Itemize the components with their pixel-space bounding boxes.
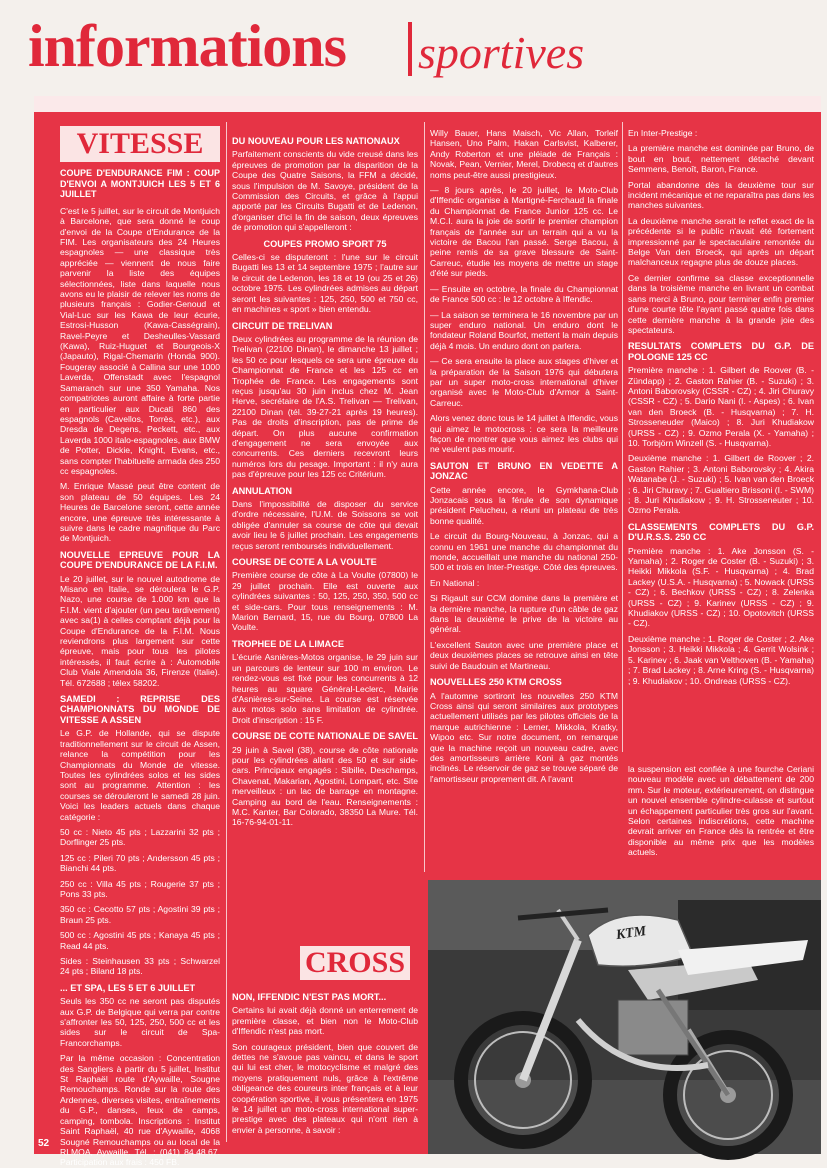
column-divider [226,122,227,1142]
ktm-bike-photo [428,880,821,1154]
paragraph: Celles-ci se disputeront : l'une sur le circuit Bugatti les 13 et 14 septembre 1975 ; l'autre sur le circuit de Ledenon, les 18 et 19 (ou 25 et 26) octobre 1975. Les cylindrées admises au départ seront les suivantes : 125, 250, 500 et 750 cc, en machines « sport » bien entendu. [232,252,418,315]
paragraph: M. Enrique Massé peut être content de son plateau de 50 équipes. Les 24 Heures de Barcelone seront, cette année encore, une épreuve très intéressante à suivre dans le cadre magnifique du Parc de Montjuich. [60,481,220,544]
page-subtitle: sportives [418,27,585,78]
paragraph: Portal abandonne dès la deuxième tour sur incident mécanique et ne reparaîtra pas dans les manches suivantes. [628,179,814,211]
result-line: 50 cc : Nieto 45 pts ; Lazzarini 32 pts ; Dorflinger 25 pts. [60,826,220,848]
lead-headline: COUPE D'ENDURANCE FIM : COUP D'ENVOI A MONTJUICH LES 5 ET 6 JUILLET [60,168,220,200]
results-block: Première manche : 1. Gilbert de Roover (B. - Zündapp) ; 2. Gaston Rahier (B. - Suzuki) ; 3. Antoni Baborovsky (CSSR - CZ) ; 4. Jiri Churavy (CSSR - CZ) ; 5. Dario Nani (I. - Aspes) ; 6. Ivan van den Broeck (B. - Husqvarna) ; 7. H. Strosseneuder (Maico) ; 8. Juri Khudiakow (URSS - CZ) ; 9. Ozmo Perala (X. - Yamaha) ; 10. Torbjörn Winzell (S. - Husqvarna). [628,365,814,448]
paragraph: la suspension est confiée à une fourche Ceriani nouveau modèle avec un débattement de 200 mm. Sur le moteur, extérieurement, on distingue un nouvel ensemble cylindre-culasse et surtout un échappement particulier très gros sur l'avant. Selon certaines indiscrétions, cette machine devrait arriver en France dès la rentrée et être disponible au même prix que les modèles actuels. [628,764,814,858]
paragraph: 29 juin à Savel (38), course de côte nationale pour les cylindrées allant des 50 et sur side-cars. Principaux engagés : Sibille, Deschamps, Chavenat, Makarian, Agostini, Lompart, etc. Site merveilleux : un lac de barrage en montagne. Camping au bord de l'eau. Renseignements : M.C. Kanter, Bar Colorado, 38350 La Mure. Tél. 16-76-94-01-11. [232,744,418,828]
paragraph: Le G.P. de Hollande, qui se dispute traditionnellement sur le circuit de Assen, relance la compétition pour les Championnats du Monde de vitesse. Toutes les cylindrées solos et les sides sont au programme. Attention : les courses se dérouleront le samedi 28 juin. Voici les leaders actuels dans chaque catégorie : [60,728,220,822]
paragraph: En Inter-Prestige : [628,128,698,138]
headline: ANNULATION [232,485,293,496]
headline: COURSE DE COTE A LA VOULTE [232,557,377,568]
paragraph: En National : [430,577,480,588]
headline: NOUVELLE EPREUVE POUR LA COUPE D'ENDURANCE DE LA F.I.M. [60,549,220,571]
result-line: 250 cc : Villa 45 pts ; Rougerie 37 pts ; Pons 33 pts. [60,878,220,899]
headline: NOUVELLES 250 KTM CROSS [430,677,562,688]
paragraph: Willy Bauer, Hans Maisch, Vic Allan, Torleif Hansen, Uno Palm, Hakan Carlsvist, Kalberer, Andy Roberton et une pléiade de Français : Novak, Pean, Vernier, Merel, Drobecq et d'autres noms peut-être aussi prestigieux. [430,128,618,180]
headline: NON, IFFENDIC N'EST PAS MORT... [232,992,387,1002]
paragraph: Ce dernier confirme sa classe exceptionnelle dans la troisième manche en livrant un combat sans merci à Bruno, pour terminer enfin premier d'une courte tête l'ayant passé quatre fois dans cette dernière manche à la grande joie des spectateurs. [628,272,814,335]
paragraph: — Ce sera ensuite la place aux stages d'hiver et la préparation de la Saison 1976 qui débutera par un super moto-cross international d'hiver organisé avec le Moto-Club d'Armor à Saint-Carreuc. [430,356,618,408]
result-line: 350 cc : Cecotto 57 pts ; Agostini 39 pts ; Braun 25 pts. [60,904,220,925]
tank-logo-text: KTM [615,923,648,944]
paragraph: — La saison se terminera le 16 novembre par un super enduro national. Un enduro dont le fondateur Roland Bourfot, mettent la main depuis déjà 4 mois. Un enduro dont on parlera. [430,309,618,351]
column-2 [232,130,418,938]
header-band [34,96,821,112]
masthead [0,0,827,90]
paragraph: La deuxième manche serait le reflet exact de la précédente si le public n'avait été fortement impressionné par le spectaculaire remontée du Belge Van den Broeck, qui après un départ malchanceux regagne plus de douze places. [628,215,814,268]
result-line: 125 cc : Pileri 70 pts ; Andersson 45 pts ; Bianchi 44 pts. [60,852,220,874]
paragraph: Son courageux président, bien que couvert de dettes ne s'avoue pas vaincu, et dans le sport qui lui est cher, le motocyclisme et malgré des moyens pratiquement nuls, grâce à l'extrême obligeance des coureurs inter français et à leur coopération sportive, il vous présentera en 1975 le 14 juillet un moto-cross international super-prestige avec des plateaux qui n'ont rien à envier à personne, à savoir : [232,1041,418,1135]
paragraph: Le 20 juillet, sur le nouvel autodrome de Misano en Italie, se déroulera le G.P. Nazo, une course de 1.000 km que la F.I.M. vient d'ajouter (un peu tardivement) avec sa(1) à celles comptant déjà pour la Coupe d'Endurance de la F.I.M. Nous reviendrons plus largement sur cette épreuve, mais pour tous les pilotes intéressés, il faut écrire à : Automobile Club Viale Amendola 36, Firenze (Italie). Tél. 672688 ; télex 58202. [60,573,220,688]
title-divider [408,22,412,76]
column-4-ktm [628,764,814,874]
paragraph: Seuls les 350 cc ne seront pas disputés aux G.P. de Belgique qui verra par contre s'affronter les 50, 125, 250, 500 cc et les sides sur le circuit de Spa-Francorchamps. [60,996,220,1048]
paragraph: Parfaitement conscients du vide creusé dans les épreuves de promotion par la disparition de la Coupe des Quatre Saisons, la FFM a décidé, sous l'impulsion de M. Savoye, président de la Commission des Circuits, et grâce à l'appui apporté par les Circuits Bugatti et de Ledenon, d'organiser d'ici la fin de saison, deux épreuves de promotion qui s'appelleront : [232,149,418,233]
column-divider [424,122,425,872]
paragraph: Dans l'impossibilité de disposer du service d'ordre nécessaire, l'U.M. de Soissons se voit obligée d'annuler sa course de côte qui devait avoir lieu le 6 juillet prochain. Les engagements reçus seront remboursés individuellement. [232,499,418,551]
column-2-cross [232,986,418,1136]
page-title: informations [28,13,346,79]
paragraph: La première manche est dominée par Bruno, de bout en bout, nettement détaché devant Semmens, Benoît, Baron, France. [628,143,814,175]
headline: DU NOUVEAU POUR LES NATIONAUX [232,136,400,146]
headline: COURSE DE COTE NATIONALE DE SAVEL [232,731,418,742]
result-line: Sides : Steinhausen 33 pts ; Schwarzel 24 pts ; Biland 18 pts. [60,956,220,977]
column-3 [430,128,618,868]
results-block: Première manche : 1. Ake Jonsson (S. - Yamaha) ; 2. Roger de Coster (B. - Suzuki) ; 3. Heikki Mikkola (S.F. - Husqvarna) ; 4. Brad Lackey (U.S.A. - Husqvarna) ; 5. Nowack (URSS - CZ) ; 6. Bechkov (URSS - CZ) ; 8. Zelenka (URSS - CZ) ; 9. Karinev (URSS - CZ) ; 9. Khudiakov (URSS - CZ) ; 10. Opotovitch (URSS - CZ). [628,545,814,629]
headline: RESULTATS COMPLETS DU G.P. DE POLOGNE 125 CC [628,341,814,362]
results-block: Deuxième manche : 1. Gilbert de Roover ; 2. Gaston Rahier ; 3. Antoni Baborovsky ; 4. Akira Watanabe (J. - Suzuki) ; 5. Ivan van den Broeck ; 6. Jiri Churavy ; 7. Gualtiero Brissoni (I. - SWM) ; 8. Juri Khudiakow ; 9. H. Strosseneuter ; 10. Ozmo Perala. [628,453,814,516]
page-number: 52 [38,1138,50,1149]
headline: CIRCUIT DE TRELIVAN [232,320,333,331]
paragraph: Cette année encore, le Gymkhana-Club Jonzacais sous la férule de son dynamique président Pelucheu, a réuni un plateau de très bonne qualité. [430,484,618,526]
section-vitesse: VITESSE [60,126,220,162]
paragraph: C'est le 5 juillet, sur le circuit de Montjuich à Barcelone, que sera donné le coup d'envoi de la Coupe d'Endurance de la FIM. Les organisateurs des 24 Heures espagnoles — une classique très appréciée — viennent de nous faire parvenir la liste des équipes sélectionnées, liste dans laquelle nous avons eu le plaisir de relever les noms de plusieurs français : Godier-Genoud et Vial-Luc sur les Kawa de leur écurie, Estrosi-Husson (Kawa-Casségrain), Ravel-Peyre et Desheulles-Vassard (Kawa), Ruiz-Huguet et Bourgeois-X (Japauto), Rigal-Chemarin (Honda 900). Fougeray associé à Callina sur une 1000 Laverda, Offenstadt avec l'espagnol Samaranch sur une 350 Yamaha. Nos compatriotes auront affaire à forte partie en particulier aux Ducati 860 des espagnols (Cavellos, Torrès, etc.), aux Dresda de Degens, Peckett, etc., aux Laverda 1000 italo-espagnoles, aux BMW de Potter, Dickie, Knight, Evans, etc., sans compter l'habituelle armada des 250 cc espagnoles. [60,205,220,476]
column-4 [628,128,814,752]
paragraph: Si Rigault sur CCM domine dans la première et la dernière manche, la rupture d'un câble de gaz dans la deuxième le prive de la victoire au général. [430,593,618,635]
column-1 [60,168,220,1168]
paragraph: Par la même occasion : Concentration des Sangliers à partir du 5 juillet, Institut St Raphaël route d'Aywaille, Sougne Remouchamps. Ronde sur la route des Ardennes, diverses visites, entraînements du G.P., danses, feux de camps, camping, tombola. Inscriptions : Institut Saint Raphaël, 40 rue d'Aywaille, 4068 Sougné Remouchamps ou au local de la RLMOA, Aywaille. Tél. : (041) 84.48.67. Participation aux frais : 450 FB. [60,1053,220,1168]
headline: SAMEDI : REPRISE DES CHAMPIONNATS DU MONDE DE VITESSE A ASSEN [60,694,220,725]
column-divider [622,122,623,752]
headline: CLASSEMENTS COMPLETS DU G.P. D'U.R.S.S. 250 CC [628,521,814,543]
paragraph: — 8 jours après, le 20 juillet, le Moto-Club d'Iffendic organise à Martigné-Ferchaud la finale du Championnat de France Junior 125 cc. Le M.C.I. aura la joie de sortir le premier champion français de l'année sur un terrain qui a vu la victoire de Bacou l'an passé. Serge Bacou, à peine remis de sa grave blessure de Saint-Carreuc, étudie les moyens de mettre un stage d'été sur pieds. [430,185,618,279]
motorcycle-illustration [428,880,821,1154]
section-cross: CROSS [300,946,410,980]
paragraph: A l'automne sortiront les nouvelles 250 KTM Cross ainsi qui seront similaires aux prototypes actuellement utilisés par les pilotes officiels de la marque autrichienne : Lerner, Mikkola, Kratky, Wipoo etc. Sur notre document, on remarque que la machine reçoit un nouveau cadre, avec des amortisseurs arrière Koni à gaz montés inclinés. Le réservoir de gaz se trouve séparé de l'amortisseur proprement dit. A l'avant [430,690,618,784]
headline: SAUTON ET BRUNO EN VEDETTE A JONZAC [430,460,618,482]
results-block: Deuxième manche : 1. Roger de Coster ; 2. Ake Jonsson ; 3. Heikki Mikkola ; 4. Gerrit Wolsink ; 5. Karinev ; 6. Jaak van Velthoven (B. - Yamaha) ; 7. Brad Lackey ; 8. Arne Kring (S. - Husqvarna) ; 9. Khudiakov ; 10. Ondreas (URSS - CZ). [628,633,814,686]
paragraph: Deux cylindrées au programme de la réunion de Trelivan (22100 Dinan), le dimanche 13 juillet ; les 50 cc pour lesquels ce sera une épreuve du Championnat de France et les 125 cc en Trophée de France. Les engagements sont reçus jusqu'au 30 juin inclus chez M. Jean Herve, secrétaire de l'A.S. Trelivan — Trelivan, 22100 Dinan (tél. 39-27-21 après 19 heures). Pas de droits d'inscription, pas de prime de départ. On plus aucune confirmation d'engagement ne sera envoyée aux concurrents. Ces derniers recevront leurs numéros lors du pesage. Important : il n'y aura pas d'épreuve pour les 125 cc Critérium. [232,333,418,480]
headline: TROPHEE DE LA LIMACE [232,638,344,649]
paragraph: L'excellent Sauton avec une première place et deux deuxièmes places se retrouve ainsi en tête suivi de Baudouin et Martineau. [430,639,618,671]
headline: COUPES PROMO SPORT 75 [263,238,387,249]
paragraph: Première course de côte à La Voulte (07800) le 29 juillet prochain. Elle est ouverte aux cylindrées suivantes : 50, 125, 250, 350, 500 cc et side-cars. Pour tous renseignements : M. Marion Bernard, 15, rue du Bourg, 07800 La Voulte. [232,570,418,633]
paragraph: Le circuit du Bourg-Nouveau, à Jonzac, qui a connu en 1961 une manche du championnat du monde, accueillait une manche du national 250-500 et trois en Inter-Prestige. Côté des épreuves. [430,531,618,573]
paragraph: L'écurie Asnières-Motos organise, le 29 juin sur un parcours de lenteur sur 100 m environ. Le rendez-vous est fixé pour les concurrents à 12 heures au square Général-Leclerc, Mairie d'Asnières-sur-Seine. La course est réservée aux motos solo sans limitation de cylindrée. Droit d'inscription : 15 F. [232,652,418,725]
paragraph: Certains lui avait déjà donné un enterrement de première classe, et bien non le Moto-Club d'Iffendic n'est pas mort. [232,1005,418,1037]
paragraph: — Ensuite en octobre, la finale du Championnat de France 500 cc : le 12 octobre à Iffendic. [430,283,618,305]
result-line: 500 cc : Agostini 45 pts ; Kanaya 45 pts ; Read 44 pts. [60,930,220,951]
paragraph: Alors venez donc tous le 14 juillet à Iffendic, vous qui aimez le motocross : ce sera la meilleure façon de montrer que vous aimez les clubs qui ne veulent pas mourir. [430,413,618,455]
headline: ... ET SPA, LES 5 ET 6 JUILLET [60,982,196,993]
